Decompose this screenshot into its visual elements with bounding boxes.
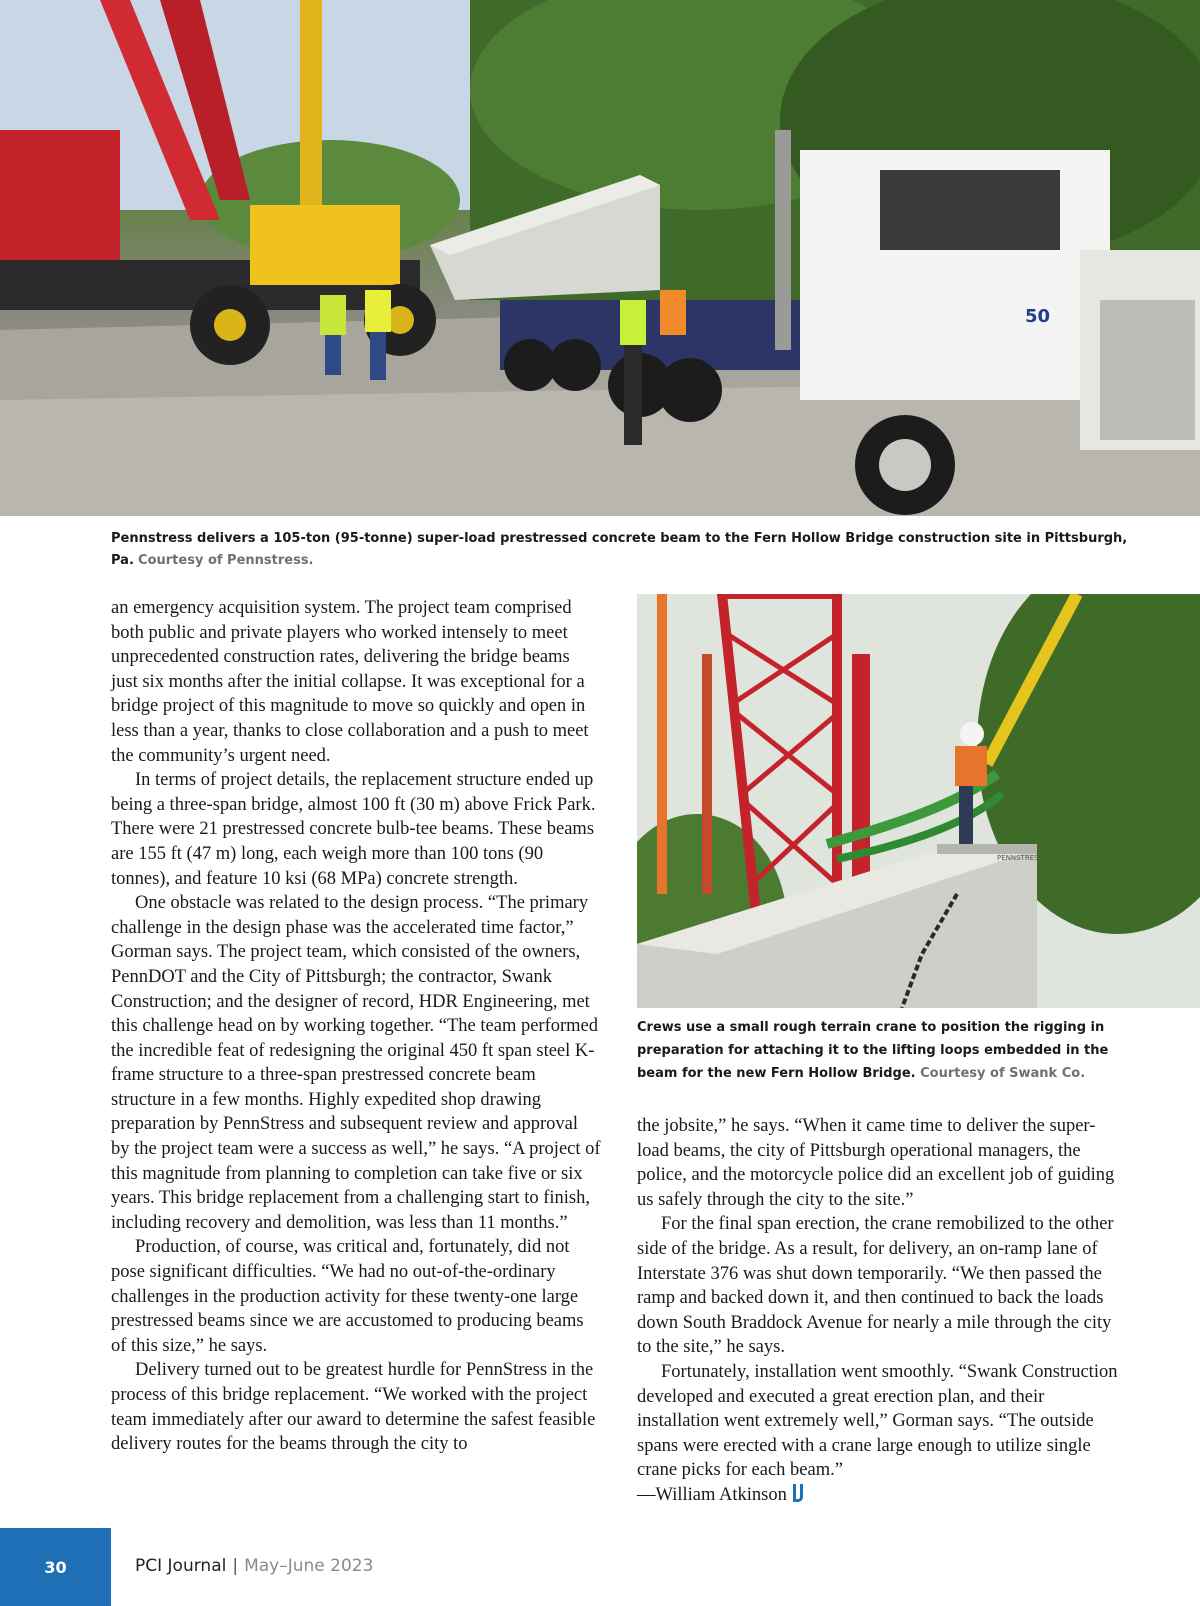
caption-right-text: Crews use a small rough terrain crane to position the rigging in preparation for attaching it to the lifting loops embedded in the beam for the new Fern Hollow Bridge. [637,1020,1109,1081]
paragraph: One obstacle was related to the design process. “The primary challenge in the design phase was the accelerated time factor,” Gorman says. The project team, which consisted of the owners, PennDOT and the City of Pittsburgh; the contractor, Swank Construction; and the designer of record, HDR Engineering, met this challenge head on by working together. “The team performed the incredible feat of redesigning the original 450 ft span steel K-frame structure to a three-span prestressed concrete beam structure in a few months. Highly expedited shop drawing preparation by PennStress and subsequent review and approval by the project team were a success as well,” he says. “A project of this magnitude from planning to completion can take five or six years. This bridge replacement from a challenging start to finish, including recovery and demolition, was less than 11 months.” [111,893,601,1233]
beam-label: PENNSTRESS [997,854,1044,862]
end-of-article-icon [793,1484,803,1502]
page-number-box [0,1528,111,1606]
truck-number: 50 [1025,306,1051,327]
paragraph: For the final span erection, the crane remobilized to the other side of the bridge. As a result, for delivery, an on-ramp lane of Interstate 376 was shut down temporarily. “We then passed the ramp and backed down it, and then continued to back the loads down South Braddock Avenue for nearly a mile through the city to the site,” he says. [637,1214,1114,1358]
hero-photo [0,0,1200,516]
footer-journal-info [135,1556,373,1576]
hero-photo-illustration [0,0,1200,516]
crane-rigging-illustration [637,594,1200,1008]
paragraph: Fortunately, installation went smoothly. “Swank Construction developed and executed a great erection plan, and their installation went extremely well,” Gorman says. “The outside spans were erected with a crane large enough to utilize single crane picks for each beam.” [637,1361,1118,1481]
paragraph: Delivery turned out to be greatest hurdle for PennStress in the process of this bridge replacement. “We worked with the project team immediately after our award to determine the safest feasible delivery routes for the beams through the city to [111,1360,596,1455]
issue-date: May–June 2023 [244,1556,374,1576]
footer-separator: | [232,1556,239,1576]
crane-rigging-photo [637,594,1200,1008]
caption-top-credit: Courtesy of Pennstress. [138,553,314,568]
paragraph: the jobsite,” he says. “When it came time to deliver the super-load beams, the city of Pittsburgh operational managers, the police, and the motorcycle police did an excellent job of guiding us safely through the city to the site.” [637,1116,1115,1210]
article-column-right [637,1114,1127,1508]
caption-top-text: Pennstress delivers a 105-ton (95-tonne) super-load prestressed concrete beam to the Fern Hollow Bridge construction site in Pittsburgh, Pa. [111,531,1128,568]
author-signoff [637,1483,1127,1508]
paragraph: an emergency acquisition system. The project team comprised both public and private players who worked intensely to meet unprecedented construction rates, delivering the bridge beams just six months after the initial collapse. It was exceptional for a bridge project of this magnitude to move so quickly and open in less than a year, thanks to close collaboration and a push to meet the community’s urgent need. [111,598,589,766]
journal-name: PCI Journal [135,1556,227,1576]
article-column-left [111,596,601,1457]
caption-top [111,528,1131,572]
author-name: —William Atkinson [637,1484,787,1505]
caption-right [637,1016,1127,1085]
caption-right-credit: Courtesy of Swank Co. [920,1066,1086,1081]
page-number: 30 [44,1557,67,1577]
paragraph: In terms of project details, the replacement structure ended up being a three-span bridge, almost 100 ft (30 m) above Frick Park. There were 21 prestressed concrete bulb-tee beams. These beams are 155 ft (47 m) long, each weigh more than 100 tons (90 tonnes), and feature 10 ksi (68 MPa) concrete strength. [111,770,596,889]
paragraph: Production, of course, was critical and, fortunately, did not pose significant difficulties. “We had no out-of-the-ordinary challenges in the production activity for these twenty-one large prestressed beams since we are accustomed to producing beams of this size,” he says. [111,1237,584,1356]
